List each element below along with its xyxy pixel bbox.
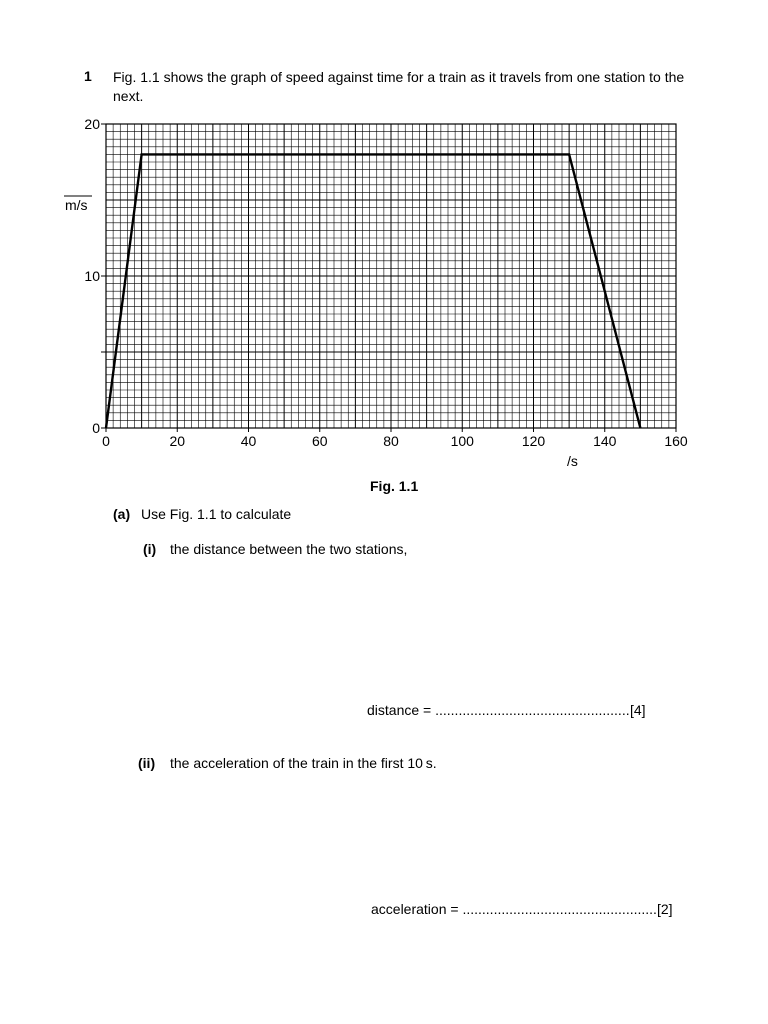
part-i-text: the distance between the two stations,: [170, 541, 408, 557]
y-tick-label: 10: [84, 268, 100, 284]
y-axis-label: m/s: [65, 197, 88, 213]
x-tick-label: 100: [450, 433, 474, 449]
distance-answer-dots: ..................................................: [435, 702, 630, 718]
x-axis-label: /s: [567, 453, 578, 469]
x-tick-label: 40: [240, 433, 257, 449]
y-tick-label: 0: [92, 420, 100, 436]
x-tick-label: 60: [311, 433, 328, 449]
distance-answer-label: distance =: [367, 702, 436, 718]
part-a-text: Use Fig. 1.1 to calculate: [141, 506, 292, 522]
x-tick-label: 20: [169, 433, 186, 449]
distance-answer-line: [367, 702, 630, 718]
acceleration-answer-dots: ..................................................: [462, 901, 657, 917]
acceleration-answer-line: [371, 901, 657, 917]
part-a-label: (a): [113, 506, 131, 522]
part-ii-marks: [2]: [657, 901, 673, 917]
acceleration-answer-label: acceleration =: [371, 901, 463, 917]
part-i-label: (i): [143, 541, 157, 557]
part-ii-label: (ii): [138, 755, 156, 771]
x-tick-label: 160: [664, 433, 688, 449]
question-number: 1: [84, 68, 92, 84]
y-tick-label: 20: [84, 116, 100, 132]
figure-caption: Fig. 1.1: [370, 478, 419, 494]
x-tick-label: 140: [593, 433, 617, 449]
x-tick-label: 120: [521, 433, 546, 449]
x-tick-label: 0: [102, 433, 110, 449]
question-intro: Fig. 1.1 shows the graph of speed against time for a train as it travels from one station to the next.: [113, 69, 685, 104]
speed-time-graph: [40, 110, 720, 480]
x-tick-label: 80: [383, 433, 399, 449]
part-ii-text: the acceleration of the train in the first 10 s.: [170, 755, 437, 771]
part-i-marks: [4]: [630, 702, 646, 718]
graph-grid: [106, 124, 676, 428]
